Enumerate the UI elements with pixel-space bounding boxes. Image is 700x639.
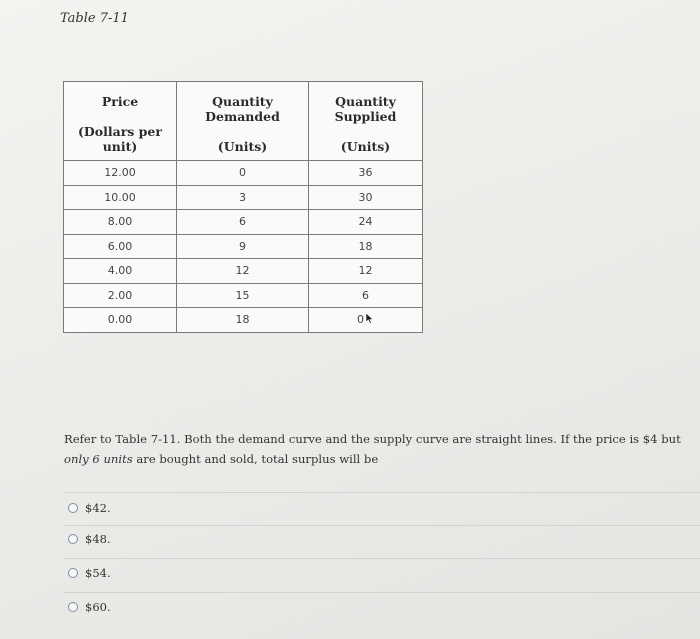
table-row [64, 210, 423, 235]
divider [64, 558, 700, 559]
header-quantity-supplied: Quantity Supplied (Units) [309, 82, 423, 161]
cell-price: 8.00 [64, 210, 177, 235]
radio-button[interactable] [68, 503, 78, 513]
radio-button[interactable] [68, 534, 78, 544]
cell-quantity-supplied: 18 [309, 234, 423, 259]
table-row [64, 308, 423, 333]
cell-price: 10.00 [64, 185, 177, 210]
cell-quantity-demanded: 3 [177, 185, 309, 210]
cell-price: 4.00 [64, 259, 177, 284]
answer-option-a[interactable] [68, 501, 111, 515]
option-label: $54. [85, 566, 111, 580]
divider [64, 592, 700, 593]
cell-quantity-supplied: 12 [309, 259, 423, 284]
radio-button[interactable] [68, 602, 78, 612]
table-row [64, 185, 423, 210]
answer-option-b[interactable] [68, 532, 111, 546]
mouse-cursor-icon [365, 313, 374, 324]
table-row [64, 161, 423, 186]
cell-quantity-supplied: 24 [309, 210, 423, 235]
cell-quantity-demanded: 0 [177, 161, 309, 186]
cell-quantity-demanded: 6 [177, 210, 309, 235]
table-row [64, 234, 423, 259]
cell-quantity-supplied: 6 [309, 283, 423, 308]
cell-quantity-demanded: 12 [177, 259, 309, 284]
cell-quantity-supplied: 0 [309, 308, 423, 333]
option-label: $42. [85, 501, 111, 515]
header-price: Price (Dollars per unit) [64, 82, 177, 161]
option-label: $60. [85, 600, 111, 614]
question-text: Refer to Table 7-11. Both the demand curve and the supply curve are straight lines. If the price is $4 but only 6 units are bought and sold, total surplus will be [64, 432, 681, 466]
supply-demand-table [63, 81, 423, 333]
cell-quantity-supplied: 30 [309, 185, 423, 210]
table-row [64, 283, 423, 308]
cell-quantity-demanded: 9 [177, 234, 309, 259]
radio-button[interactable] [68, 568, 78, 578]
cell-price: 2.00 [64, 283, 177, 308]
option-label: $48. [85, 532, 111, 546]
table-header-row [64, 82, 423, 161]
cell-price: 12.00 [64, 161, 177, 186]
cell-price: 0.00 [64, 308, 177, 333]
header-quantity-demanded: Quantity Demanded (Units) [177, 82, 309, 161]
cell-quantity-demanded: 15 [177, 283, 309, 308]
divider [64, 525, 700, 526]
answer-option-d[interactable] [68, 600, 111, 614]
answer-option-c[interactable] [68, 566, 111, 580]
cell-quantity-supplied: 36 [309, 161, 423, 186]
divider [64, 492, 700, 493]
cell-price: 6.00 [64, 234, 177, 259]
cell-quantity-demanded: 18 [177, 308, 309, 333]
table-row [64, 259, 423, 284]
table-title: Table 7-11 [60, 11, 129, 26]
